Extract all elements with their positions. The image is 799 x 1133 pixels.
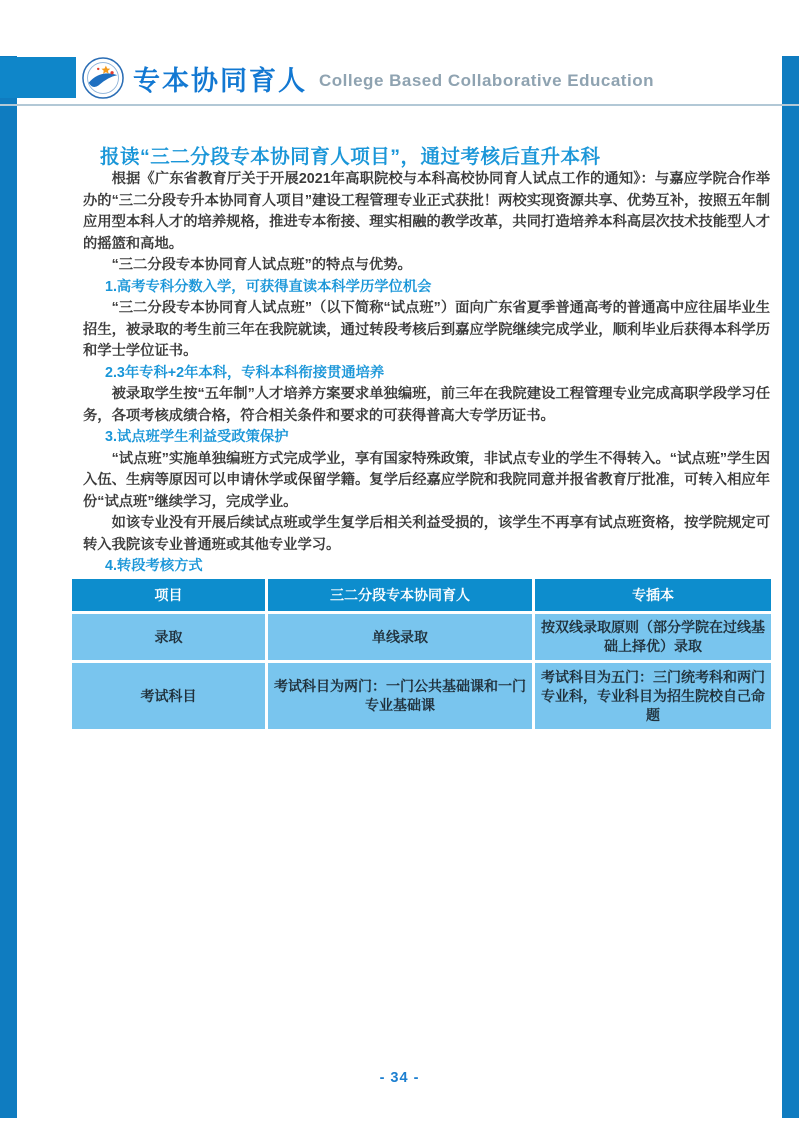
comparison-table	[72, 579, 771, 729]
right-border-bar	[782, 56, 799, 1118]
table-header-cell: 专插本	[535, 579, 771, 611]
table-header-cell: 三二分段专本协同育人	[268, 579, 532, 611]
brand-wordmark: 专本协同育人	[133, 65, 307, 96]
section-heading-1: 1.高考专科分数入学，可获得直读本科学历学位机会	[105, 278, 432, 295]
section-heading-3: 3.试点班学生利益受政策保护	[105, 429, 289, 445]
brand-tagline: College Based Collaborative Education	[319, 71, 654, 90]
table-cell: 考试科目	[72, 663, 265, 729]
table-cell: 考试科目为五门：三门统考科和两门专业科，专业科目为招生院校自己命题	[535, 663, 771, 729]
section-heading-2: 2.3年专科+2年本科，专科本科衔接贯通培养	[105, 364, 385, 381]
header-divider	[0, 104, 799, 106]
body-paragraph: “试点班”实施单独编班方式完成学业，享有国家特殊政策，非试点专业的学生不得转入。“试点班”学生因入伍、生病等原因可以申请休学或保留学籍。复学后经嘉应学院和我院同意并报省教育厅批准，可转入相应年份“试点班”继续学习，完成学业。	[83, 450, 770, 510]
page-title: 报读“三二分段专本协同育人项目”，通过考核后直升本科	[100, 146, 601, 168]
table-header-cell: 项目	[72, 579, 265, 611]
table-cell: 考试科目为两门：一门公共基础课和一门专业基础课	[268, 663, 532, 729]
section-heading-4: 4.转段考核方式	[105, 558, 203, 574]
body-paragraph: “三二分段专本协同育人试点班”的特点与优势。	[111, 257, 412, 273]
body-paragraph: 被录取学生按“五年制”人才培养方案要求单独编班，前三年在我院建设工程管理专业完成高职学段学习任务，各项考核成绩合格，符合相关条件和要求的可获得普高大专学历证书。	[83, 386, 770, 424]
page-number: - 34 -	[379, 1070, 420, 1086]
article-body	[83, 169, 770, 578]
header-accent-block	[0, 57, 76, 98]
left-border-bar	[0, 56, 17, 1118]
table-cell: 按双线录取原则（部分学院在过线基础上择优）录取	[535, 614, 771, 660]
page-header	[82, 55, 654, 101]
body-paragraph: 如该专业没有开展后续试点班或学生复学后相关利益受损的，该学生不再享有试点班资格，按学院规定可转入我院该专业普通班或其他专业学习。	[83, 515, 770, 553]
table-cell: 录取	[72, 614, 265, 660]
college-logo-icon	[82, 57, 124, 99]
body-paragraph: 根据《广东省教育厅关于开展2021年高职院校与本科高校协同育人试点工作的通知》：与嘉应学院合作举办的“三二分段专升本协同育人项目”建设工程管理专业正式获批！两校实现资源共享、优势互补，按照五年制应用型本科人才的培养规格，推进专本衔接、理实相融的教学改革，共同打造培养本科高层次技术技能型人才的摇篮和高地。	[83, 171, 770, 252]
body-paragraph: “三二分段专本协同育人试点班”（以下简称“试点班”）面向广东省夏季普通高考的普通高中应往届毕业生招生，被录取的考生前三年在我院就读，通过转段考核后到嘉应学院继续完成学业，顺利毕业后获得本科学历和学士学位证书。	[83, 300, 770, 359]
table-cell: 单线录取	[268, 614, 532, 660]
